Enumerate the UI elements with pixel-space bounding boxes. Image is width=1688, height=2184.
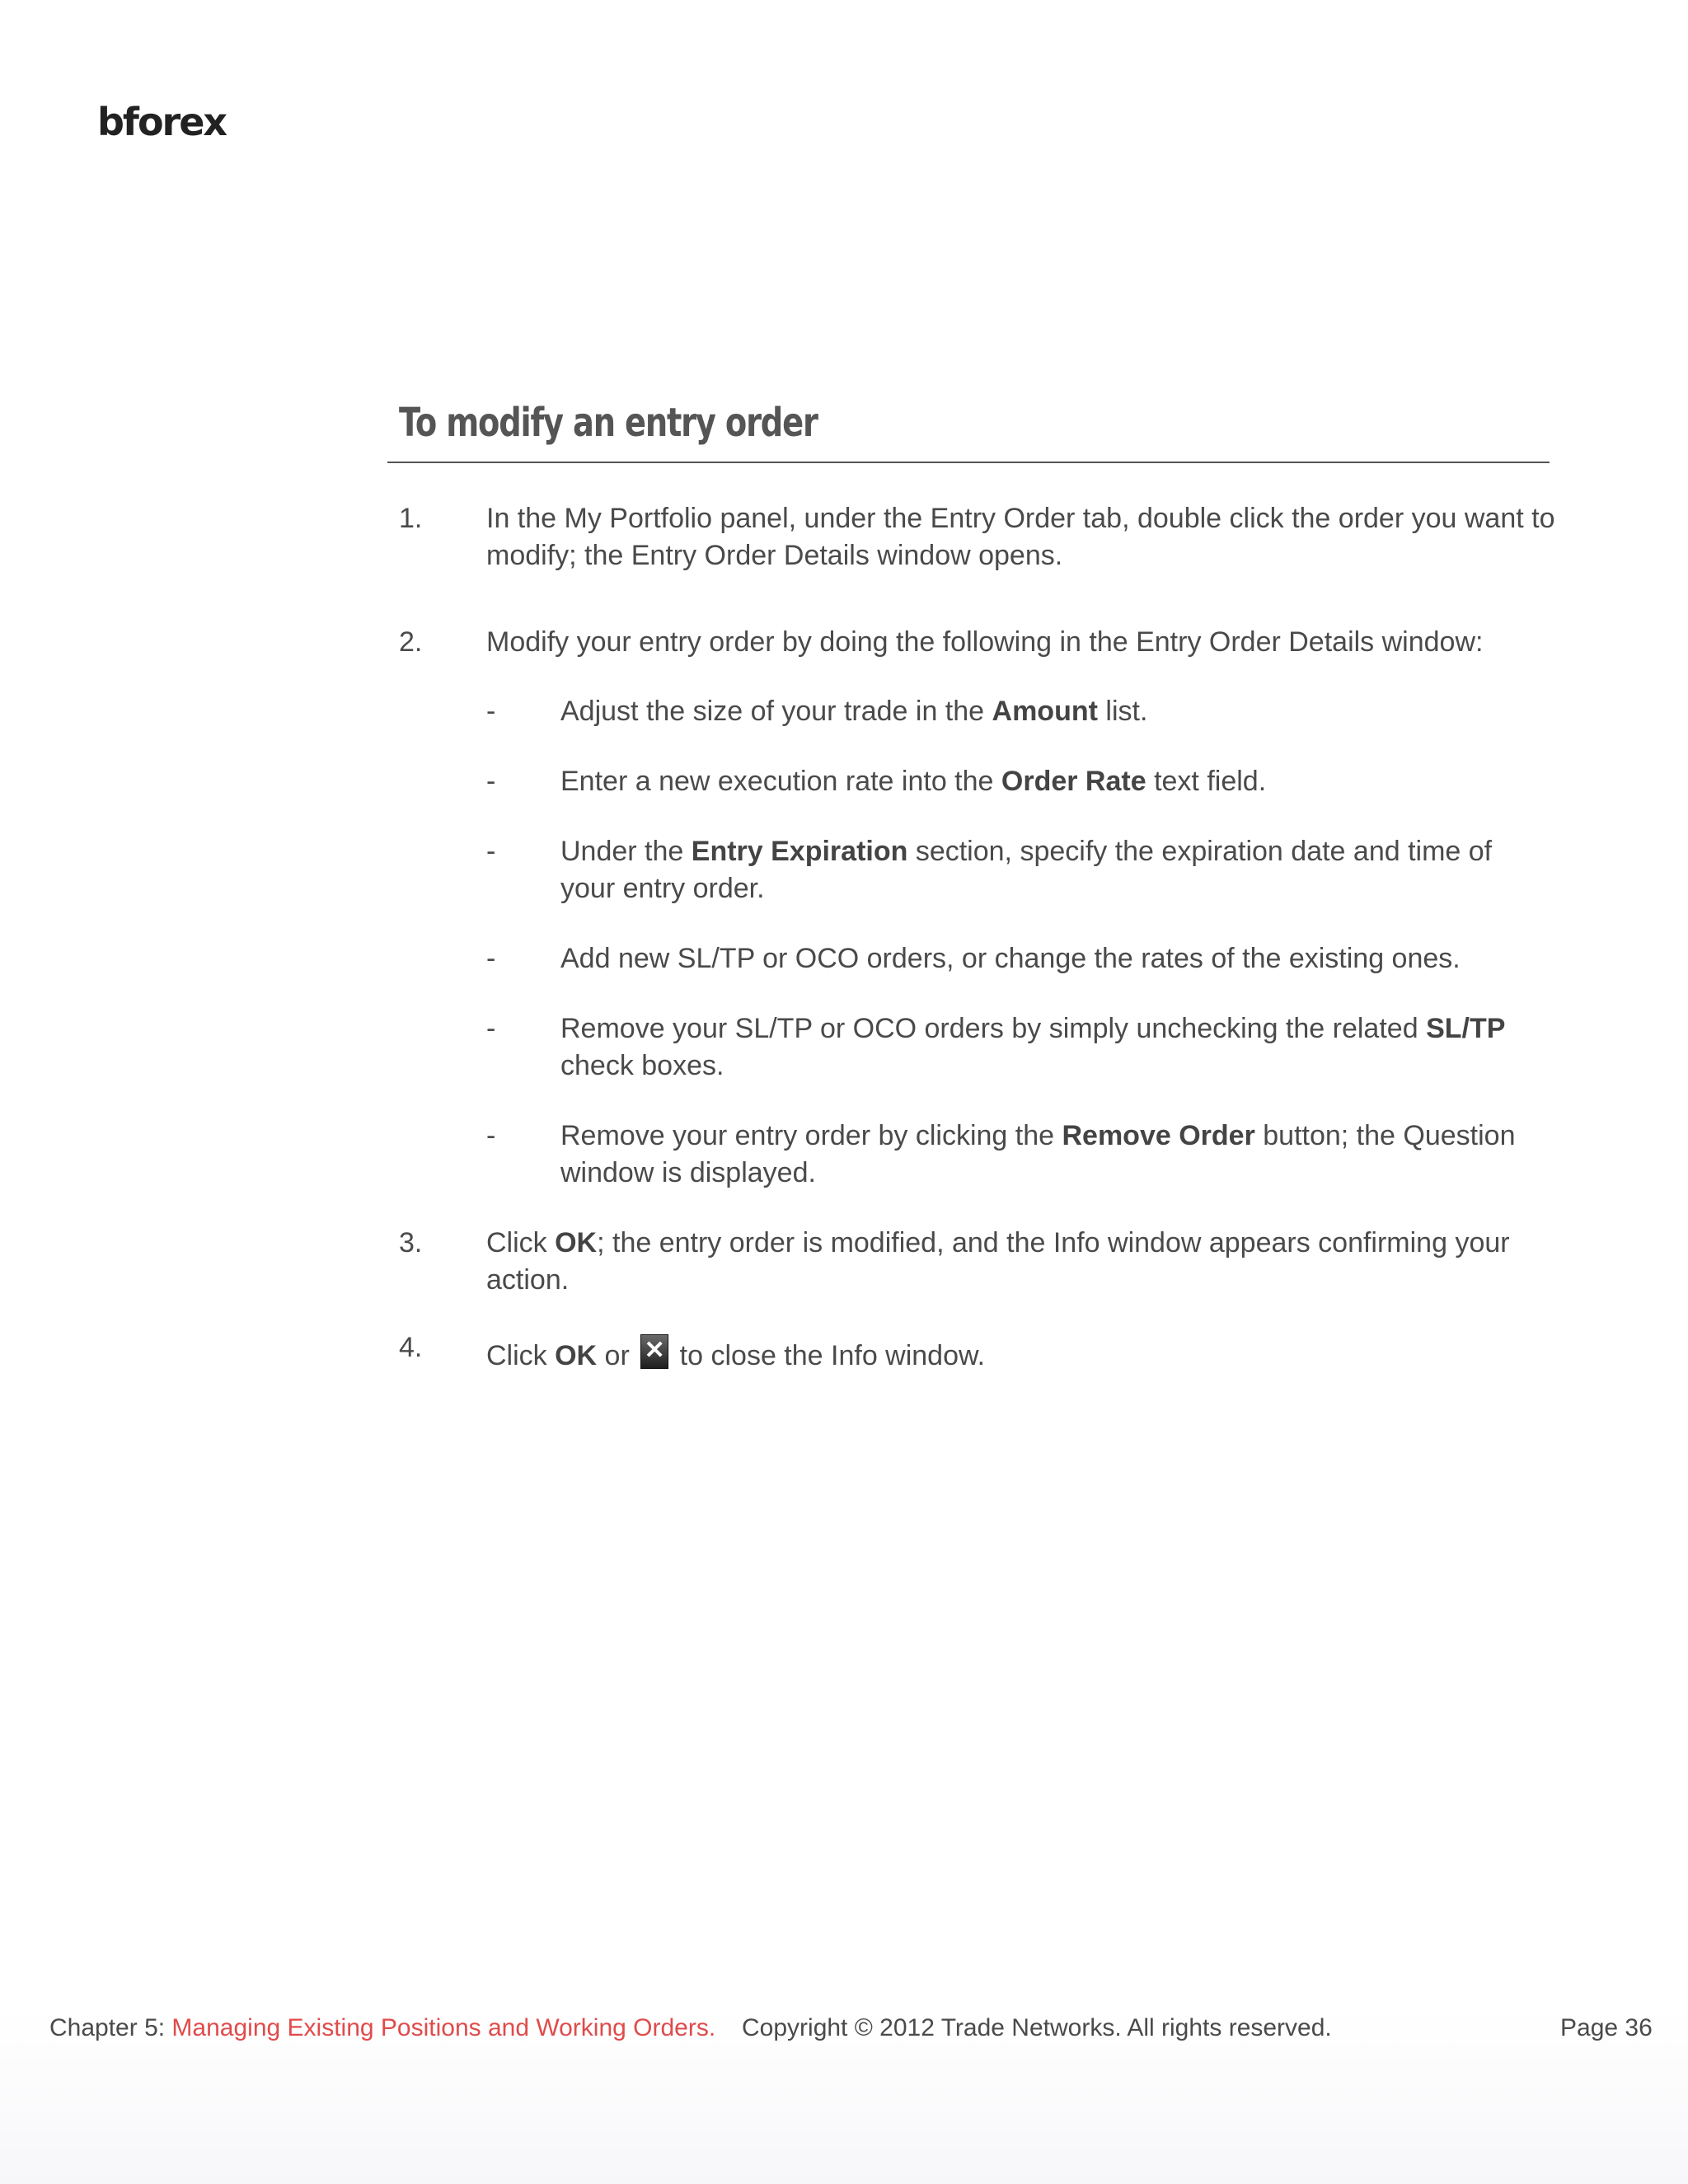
step-number: 3. <box>399 1227 423 1258</box>
section-heading: To modify an entry order <box>399 400 818 446</box>
footer-chapter <box>49 2012 715 2045</box>
step-number: 2. <box>399 626 423 658</box>
bold-term: OK <box>555 1227 598 1258</box>
text-part: Click <box>486 1340 556 1371</box>
dash: - <box>486 1013 496 1044</box>
sub-item-text <box>560 940 1550 977</box>
text-part: Click <box>486 1227 556 1258</box>
text-part: ; the entry order is modified, and the Info window appears confirming your action. <box>486 1227 1510 1296</box>
footer-page-number: Page 36 <box>1560 2014 1653 2041</box>
dash: - <box>486 766 496 797</box>
bold-term: Amount <box>992 696 1098 727</box>
text-part: Remove your SL/TP or OCO orders by simply unchecking the related <box>560 1013 1427 1044</box>
bold-term: SL/TP <box>1426 1013 1506 1044</box>
text-part: Enter a new execution rate into the <box>560 766 1001 797</box>
sub-item-text <box>560 763 1550 800</box>
bold-term: Remove Order <box>1062 1120 1255 1151</box>
text-part: Adjust the size of your trade in the <box>560 696 992 727</box>
dash: - <box>486 836 496 867</box>
text-part: text field. <box>1146 766 1267 797</box>
bold-term: Order Rate <box>1001 766 1146 797</box>
bold-term: OK <box>555 1340 598 1371</box>
text-part: check boxes. <box>560 1050 724 1081</box>
close-icon: ✕ <box>640 1334 668 1369</box>
footer-copyright: Copyright © 2012 Trade Networks. All rights reserved. <box>742 2014 1332 2041</box>
chapter-title: Managing Existing Positions and Working Orders. <box>171 2014 716 2041</box>
step-number: 4. <box>399 1332 423 1363</box>
step-text <box>486 1338 1558 1379</box>
dash: - <box>486 943 496 974</box>
bforex-logo: bforex <box>97 100 227 144</box>
text-part: button; the Question window is displayed. <box>560 1120 1516 1188</box>
sub-item-text <box>560 1010 1550 1085</box>
text-part: or <box>597 1340 638 1371</box>
dash: - <box>486 696 496 727</box>
text-part: Add new SL/TP or OCO orders, or change the rates of the existing ones. <box>560 943 1461 974</box>
text-part: section, specify the expiration date and time of your entry order. <box>560 836 1493 904</box>
sub-item-text <box>560 693 1550 730</box>
step-text: Modify your entry order by doing the following in the Entry Order Details window: <box>486 626 1484 658</box>
step-text <box>486 1225 1558 1299</box>
sub-item-text <box>560 1118 1550 1192</box>
bold-term: Entry Expiration <box>691 836 908 867</box>
chapter-prefix: Chapter 5: <box>49 2014 172 2041</box>
text-part: list. <box>1097 696 1148 727</box>
text-part: Remove your entry order by clicking the <box>560 1120 1062 1151</box>
text-part: Under the <box>560 836 692 867</box>
heading-divider <box>387 462 1550 463</box>
sub-item-text <box>560 833 1550 907</box>
dash: - <box>486 1120 496 1151</box>
step-number: 1. <box>399 503 423 534</box>
text-part: to close the Info window. <box>672 1340 986 1371</box>
step-text: In the My Portfolio panel, under the Entry Order tab, double click the order you want to modify; the Entry Order Details window opens. <box>486 503 1555 571</box>
